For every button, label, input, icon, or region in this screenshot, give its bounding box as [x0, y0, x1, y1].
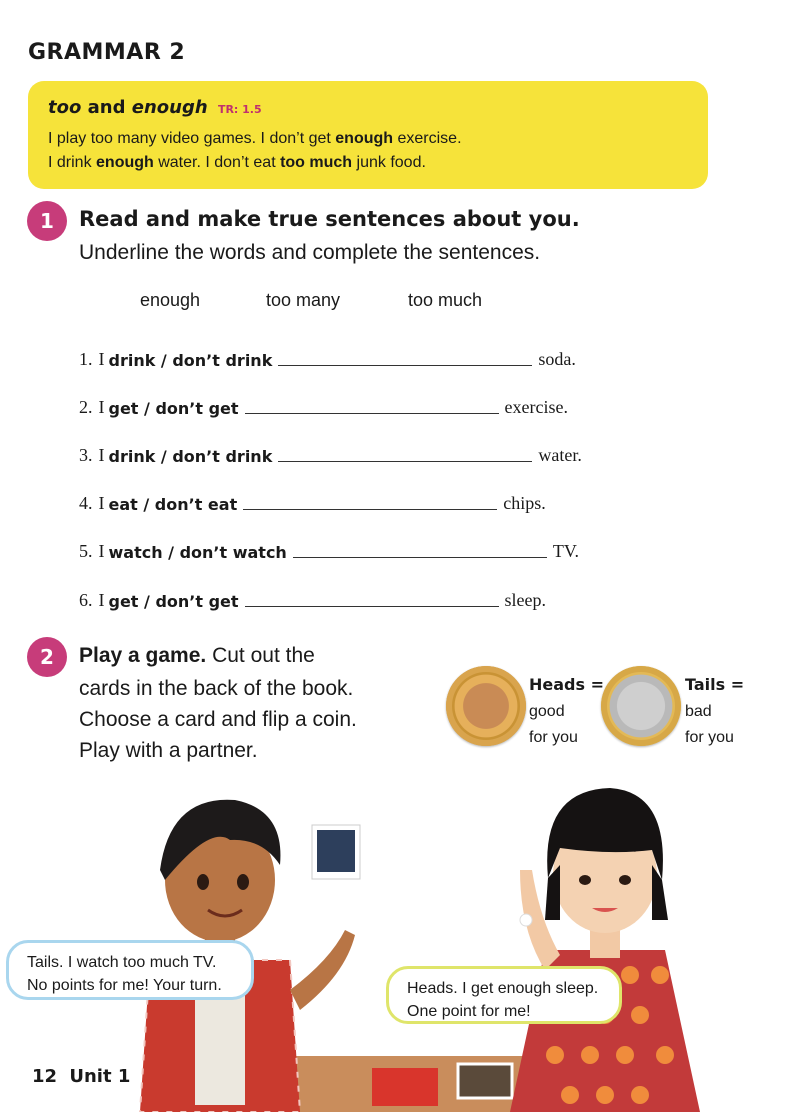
sentence-options[interactable]: drink / don’t drink [108, 447, 273, 466]
coin-tails-image [601, 666, 681, 746]
grammar-text: junk food. [352, 154, 426, 171]
sentence-ending: chips. [503, 493, 546, 513]
sentence-5 [79, 538, 579, 562]
sentence-6 [79, 587, 546, 611]
sentence-ending: water. [538, 445, 582, 465]
sentence-number: 5. [79, 541, 93, 561]
grammar-text: I drink [48, 154, 97, 171]
heads-meaning-2: for you [529, 729, 578, 746]
sentence-ending: soda. [538, 349, 576, 369]
grammar-example-1 [48, 130, 462, 148]
page-number: 12 [32, 1066, 58, 1087]
speech-line: No points for me! Your turn. [27, 977, 222, 994]
sentence-subject: I [98, 445, 105, 465]
sentence-2 [79, 394, 568, 418]
exercise-1-title: Read and make true sentences about you. [79, 207, 580, 231]
card-deck-image [372, 1068, 438, 1106]
sentence-subject: I [98, 541, 105, 561]
answer-blank[interactable] [243, 509, 497, 510]
heads-label: Heads = [529, 675, 604, 694]
sentence-number: 1. [79, 349, 93, 369]
sentence-options[interactable]: get / don’t get [108, 592, 239, 611]
exercise-1-instructions: Underline the words and complete the sentences. [79, 241, 541, 264]
exercise-1-badge: 1 [27, 201, 67, 241]
sentence-number: 4. [79, 493, 93, 513]
tails-legend [685, 672, 744, 751]
exercise-2-text: Cut out the [206, 644, 315, 667]
speech-line: Heads. I get enough sleep. [407, 980, 599, 997]
speech-bubble-girl [386, 966, 622, 1024]
grammar-heading-and: and [87, 97, 126, 118]
page-footer [32, 1066, 130, 1087]
sentence-subject: I [98, 349, 105, 369]
speech-line: One point for me! [407, 1003, 531, 1020]
answer-blank[interactable] [293, 557, 547, 558]
exercise-2-line-3: Choose a card and flip a coin. [79, 708, 357, 731]
grammar-keyword: enough [335, 130, 394, 147]
speech-bubble-boy [6, 940, 254, 1000]
exercise-2-title: Play a game. [79, 644, 207, 667]
sentence-number: 2. [79, 397, 93, 417]
word-bank-item: too many [266, 290, 341, 310]
word-bank-item: too much [408, 290, 483, 310]
tails-meaning-2: for you [685, 729, 734, 746]
grammar-text: water. I don’t eat [153, 154, 281, 171]
sentence-options[interactable]: eat / don’t eat [108, 495, 238, 514]
sentence-1 [79, 346, 576, 370]
grammar-keyword: enough [96, 154, 154, 171]
heads-legend [529, 672, 604, 751]
sentence-ending: sleep. [504, 590, 547, 610]
section-title: GRAMMAR 2 [28, 40, 186, 65]
answer-blank[interactable] [278, 461, 532, 462]
sentence-ending: TV. [552, 541, 580, 561]
sentence-number: 6. [79, 590, 93, 610]
sentence-number: 3. [79, 445, 93, 465]
sentence-4 [79, 490, 546, 514]
answer-blank[interactable] [245, 606, 499, 607]
sentence-options[interactable]: get / don’t get [108, 399, 239, 418]
coin-heads-image [446, 666, 526, 746]
tails-label: Tails = [685, 675, 745, 694]
girl-image [510, 788, 700, 1112]
word-bank-item: enough [140, 290, 201, 310]
sentence-ending: exercise. [504, 397, 568, 417]
grammar-text: exercise. [393, 130, 462, 147]
exercise-2-badge: 2 [27, 637, 67, 677]
exercise-2-line-2: cards in the back of the book. [79, 677, 354, 700]
grammar-example-2 [48, 154, 426, 172]
unit-label: Unit 1 [69, 1066, 131, 1087]
sentence-3 [79, 442, 582, 466]
tails-meaning-1: bad [685, 703, 712, 720]
sentence-subject: I [98, 397, 105, 417]
card-image [458, 1064, 512, 1098]
grammar-text: I play too many video games. I don’t get [48, 130, 336, 147]
grammar-heading [48, 97, 262, 118]
heads-meaning-1: good [529, 703, 565, 720]
answer-blank[interactable] [245, 413, 499, 414]
speech-line: Tails. I watch too much TV. [27, 954, 217, 971]
answer-blank[interactable] [278, 365, 532, 366]
grammar-heading-word1: too [48, 97, 82, 118]
sentence-options[interactable]: watch / don’t watch [108, 543, 287, 562]
sentence-options[interactable]: drink / don’t drink [108, 351, 273, 370]
exercise-2-line-4: Play with a partner. [79, 739, 258, 762]
grammar-heading-word2: enough [131, 97, 208, 118]
sentence-subject: I [98, 493, 105, 513]
exercise-2-line-1 [79, 644, 315, 668]
sentence-subject: I [98, 590, 105, 610]
grammar-keyword: too much [280, 154, 353, 171]
track-code: TR: 1.5 [217, 103, 262, 116]
